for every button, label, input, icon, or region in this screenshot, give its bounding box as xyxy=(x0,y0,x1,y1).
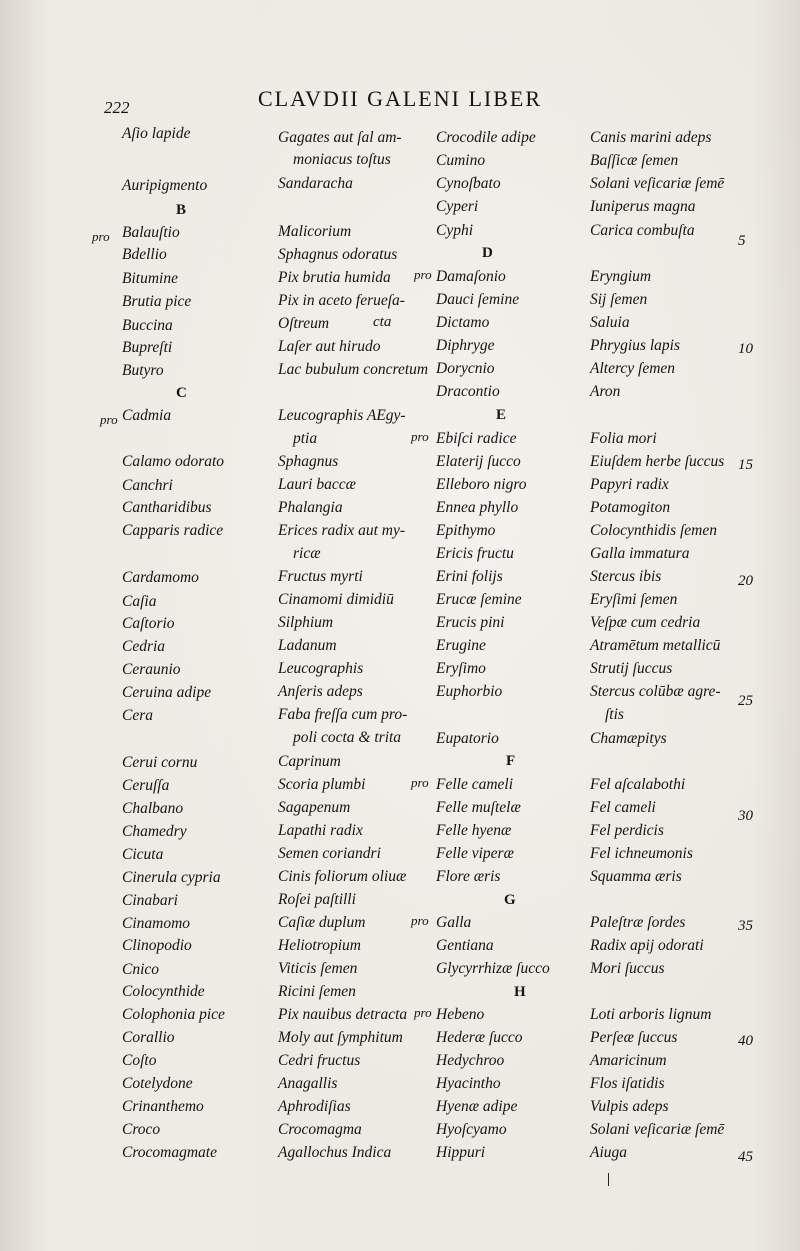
index-entry: Cera xyxy=(122,707,153,724)
index-entry: Flos iſatidis xyxy=(590,1075,665,1092)
index-entry: Aron xyxy=(590,383,621,400)
index-entry: Stercus ibis xyxy=(590,568,662,585)
index-entry: Hebeno xyxy=(436,1006,485,1023)
index-entry: Felle muſtelæ xyxy=(436,799,521,816)
index-entry: Cerui cornu xyxy=(122,754,198,771)
index-entry: Cyperi xyxy=(436,198,479,215)
index-entry: Ladanum xyxy=(278,637,337,654)
index-entry: Aiuga xyxy=(590,1144,628,1161)
pro-mark: pro xyxy=(411,913,429,928)
index-entry: Altercy ſemen xyxy=(590,360,676,377)
index-entry: Galla immatura xyxy=(590,545,690,562)
index-entry: Sandaracha xyxy=(278,175,353,192)
index-entry: Hedychroo xyxy=(436,1052,505,1069)
index-entry: Lauri baccæ xyxy=(278,476,356,493)
index-entry: Loti arboris lignum xyxy=(590,1006,712,1023)
pro-mark: pro xyxy=(411,429,429,444)
index-entry: Buccina xyxy=(122,317,173,334)
index-entry: Cantharidibus xyxy=(122,499,212,516)
line-number: 5 xyxy=(738,233,746,249)
printer-tick-mark xyxy=(608,1173,609,1186)
alphabet-letter-heading: E xyxy=(496,407,508,423)
index-entry: Felle hyenæ xyxy=(436,822,512,839)
index-entry: Cnico xyxy=(122,961,160,978)
index-entry: Fel cameli xyxy=(590,799,656,816)
index-entry: Erini folijs xyxy=(436,568,503,585)
index-entry: Carica combuſta xyxy=(590,222,695,239)
index-entry: Croco xyxy=(122,1121,161,1138)
index-entry: Semen coriandri xyxy=(278,845,381,862)
index-entry: Solani veſicariæ ſemē xyxy=(590,1121,725,1138)
index-entry: Ceruina adipe xyxy=(122,684,212,701)
alphabet-letter-heading: H xyxy=(514,984,527,1000)
index-entry: Aphrodiſias xyxy=(278,1098,351,1115)
index-entry: Gentiana xyxy=(436,937,494,954)
index-entry: Chamedry xyxy=(122,823,187,840)
index-entry: Fel aſcalabothi xyxy=(590,776,686,793)
index-entry: Squamma æris xyxy=(590,868,682,885)
index-entry: Anſeris adeps xyxy=(278,683,363,700)
index-entry: Caſtorio xyxy=(122,615,175,632)
index-entry: Eupatorio xyxy=(436,730,499,747)
index-entry: Damaſonio xyxy=(436,268,506,285)
index-entry: Euphorbio xyxy=(436,683,503,700)
index-entry: Roſei paſtilli xyxy=(278,891,356,908)
index-entry: Hyacintho xyxy=(436,1075,501,1092)
index-entry: Pix nauibus detracta xyxy=(278,1006,408,1023)
index-entry: Silphium xyxy=(278,614,334,631)
index-entry: moniacus toſtus xyxy=(293,151,391,168)
index-entry: Cеruſſa xyxy=(122,777,170,794)
index-entry: Folia mori xyxy=(590,430,657,447)
index-entry: Dracontio xyxy=(436,383,500,400)
page-number: 222 xyxy=(104,98,130,117)
index-entry: ptia xyxy=(293,430,318,447)
index-entry: Agallochus Indica xyxy=(278,1144,392,1161)
index-entry: Vulpis adeps xyxy=(590,1098,669,1115)
index-entry: Felle viperæ xyxy=(436,845,514,862)
index-entry: Phrygius lapis xyxy=(590,337,680,354)
index-entry: Chamæpitys xyxy=(590,730,667,747)
index-entry: Crocodile adipe xyxy=(436,129,536,146)
index-entry: Scoria plumbi xyxy=(278,776,366,793)
index-entry: Crinanthemo xyxy=(122,1098,204,1115)
index-entry: Laſer aut hirudo xyxy=(278,338,381,355)
index-entry: Cinamomo xyxy=(122,915,191,932)
index-entry: Lac bubulum concretum xyxy=(278,361,429,378)
index-entry: Sagapenum xyxy=(278,799,351,816)
index-entry: Dictamo xyxy=(436,314,490,331)
index-entry: Colophonia pice xyxy=(122,1006,225,1023)
index-entry: Balauſtio xyxy=(122,224,180,241)
index-entry: Viticis ſemen xyxy=(278,960,358,977)
index-entry: Solani veſicariæ ſemē xyxy=(590,175,725,192)
index-entry: Butyro xyxy=(122,362,164,379)
line-number: 15 xyxy=(738,457,753,473)
index-entry: Moly aut ſymphitum xyxy=(278,1029,403,1046)
index-entry: Baſſicæ ſemen xyxy=(590,152,679,169)
index-entry: Dorycnio xyxy=(436,360,495,377)
index-entry: Anagallis xyxy=(278,1075,338,1092)
index-entry: Diphryge xyxy=(436,337,495,354)
index-entry: ſtis xyxy=(605,706,624,723)
index-entry: Leucographis AEgy- xyxy=(278,407,406,424)
line-number: 35 xyxy=(738,918,753,934)
index-entry: Perſeæ ſuccus xyxy=(590,1029,678,1046)
index-entry: Potamogiton xyxy=(590,499,671,516)
index-entry: Stercus colūbæ agre- xyxy=(590,683,721,700)
index-entry: Eiuſdem herbe ſuccus xyxy=(590,453,725,470)
index-entry: Malicorium xyxy=(278,223,352,240)
alphabet-letter-heading: F xyxy=(506,753,517,769)
index-entry: Crocomagmate xyxy=(122,1144,217,1161)
line-number: 25 xyxy=(738,693,753,709)
index-entry: Erugine xyxy=(436,637,486,654)
index-entry: Ebiſci radice xyxy=(436,430,517,447)
index-entry: Bupreſti xyxy=(122,339,173,356)
index-entry: Eryſimo xyxy=(436,660,486,677)
index-entry: Caſia xyxy=(122,593,157,610)
index-entry: Saluia xyxy=(590,314,630,331)
index-entry: Canchri xyxy=(122,477,173,494)
pro-mark: pro xyxy=(100,412,118,427)
index-entry: Dauci ſemine xyxy=(436,291,520,308)
index-entry: Cinis foliorum oliuæ xyxy=(278,868,407,885)
index-entry: ricæ xyxy=(293,545,321,562)
index-entry: Galla xyxy=(436,914,472,931)
index-entry: Elleboro nigro xyxy=(436,476,527,493)
index-entry: Iuniperus magna xyxy=(590,198,696,215)
index-entry: Erucis pini xyxy=(436,614,505,631)
index-entry: Chalbano xyxy=(122,800,184,817)
alphabet-letter-heading: D xyxy=(482,245,494,261)
index-entry: Gagates aut ſal am- xyxy=(278,129,402,146)
index-entry: Canis marini adeps xyxy=(590,129,712,146)
index-entry: Corallio xyxy=(122,1029,175,1046)
line-number: 30 xyxy=(738,808,753,824)
index-entry: Ennea phyllo xyxy=(436,499,519,516)
index-entry: Pix in aceto ferueſa- xyxy=(278,292,405,309)
index-entry: Cotelydone xyxy=(122,1075,193,1092)
index-entry: Erucæ ſemine xyxy=(436,591,522,608)
alphabet-letter-heading: G xyxy=(504,892,517,908)
index-entry: Cinabari xyxy=(122,892,178,909)
index-entry: Colocynthidis ſemen xyxy=(590,522,717,539)
alphabet-letter-heading: C xyxy=(176,385,188,401)
index-entry: Caſiæ duplum xyxy=(278,914,366,931)
index-entry: Amaricinum xyxy=(590,1052,667,1069)
index-entry: Glycyrrhizæ ſucco xyxy=(436,960,550,977)
index-entry: Phalangia xyxy=(278,499,343,516)
index-entry: Veſpæ cum cedria xyxy=(590,614,701,631)
alphabet-letter-heading: B xyxy=(176,202,188,218)
index-entry: Crocomagma xyxy=(278,1121,362,1138)
index-entry: Paleſtræ ſordes xyxy=(590,914,686,931)
line-number: 20 xyxy=(738,573,753,589)
index-entry: Cicuta xyxy=(122,846,164,863)
index-entry: Fel perdicis xyxy=(590,822,664,839)
index-entry: Fel ichneumonis xyxy=(590,845,693,862)
index-entry: Ericis fructu xyxy=(436,545,514,562)
index-entry: Cumino xyxy=(436,152,486,169)
index-entry: Leucographis xyxy=(278,660,364,677)
index-entry: Lapathi radix xyxy=(278,822,363,839)
line-number: 10 xyxy=(738,341,753,357)
index-entry: Bitumine xyxy=(122,270,178,287)
index-entry: Atramētum metallicū xyxy=(590,637,721,654)
index-entry: Eryſimi ſemen xyxy=(590,591,678,608)
index-entry: Bdellio xyxy=(122,246,167,263)
index-entry: Ceraunio xyxy=(122,661,181,678)
index-entry: Strutij ſuccus xyxy=(590,660,673,677)
index-entry: Caprinum xyxy=(278,753,341,770)
index-entry: Auripigmento xyxy=(122,177,208,194)
index-entry: Papyri radix xyxy=(590,476,669,493)
index-entry: Cinamomi dimidiū xyxy=(278,591,394,608)
index-entry: Mori ſuccus xyxy=(590,960,665,977)
index-entry: Flore æris xyxy=(436,868,501,885)
index-entry: Ricini ſemen xyxy=(278,983,356,1000)
index-entry: Oſtreum xyxy=(278,315,330,332)
index-entry: Radix apij odorati xyxy=(590,937,704,954)
index-entry: Faba freſſa cum pro- xyxy=(278,706,408,723)
index-entry: Heliotropium xyxy=(278,937,361,954)
index-entry: Elaterij ſucco xyxy=(436,453,521,470)
index-entry: Calamo odorato xyxy=(122,453,225,470)
index-entry: Pix brutia humida xyxy=(278,269,391,286)
index-entry: Cadmia xyxy=(122,407,172,424)
line-number: 45 xyxy=(738,1149,753,1165)
index-entry: Hyenæ adipe xyxy=(436,1098,518,1115)
index-entry: Cardamomo xyxy=(122,569,199,586)
index-entry: Aſio lapide xyxy=(122,125,191,142)
stray-mark: cta xyxy=(373,314,392,330)
index-entry: Colocynthide xyxy=(122,983,205,1000)
index-entry: Cinerula cypria xyxy=(122,869,221,886)
index-entry: Eryngium xyxy=(590,268,652,285)
pro-mark: pro xyxy=(414,267,432,282)
running-head: CLAVDII GALENI LIBER xyxy=(258,86,543,111)
pro-mark: pro xyxy=(92,229,110,244)
line-number: 40 xyxy=(738,1033,753,1049)
index-entry: Sphagnus xyxy=(278,453,339,470)
pro-mark: pro xyxy=(411,775,429,790)
index-entry: Epithymo xyxy=(436,522,496,539)
index-entry: Hyoſcyamo xyxy=(436,1121,507,1138)
index-entry: Clinopodio xyxy=(122,937,192,954)
index-entry: Capparis radice xyxy=(122,522,224,539)
index-entry: Brutia pice xyxy=(122,293,192,310)
index-entry: Felle cameli xyxy=(436,776,514,793)
index-entry: Hederæ ſucco xyxy=(436,1029,523,1046)
index-entry: Cyphi xyxy=(436,222,474,239)
index-entry: Hippuri xyxy=(436,1144,486,1161)
index-entry: Cedri fructus xyxy=(278,1052,361,1069)
index-entry: Coſto xyxy=(122,1052,157,1069)
index-entry: Erices radix aut my- xyxy=(278,522,405,539)
index-entry: Fructus myrti xyxy=(278,568,363,585)
index-entry: poli cocta & trita xyxy=(293,729,402,746)
pro-mark: pro xyxy=(414,1005,432,1020)
index-entry: Sij ſemen xyxy=(590,291,648,308)
index-entry: Cedria xyxy=(122,638,166,655)
index-entry: Cynoſbato xyxy=(436,175,501,192)
index-entry: Sphagnus odoratus xyxy=(278,246,398,263)
